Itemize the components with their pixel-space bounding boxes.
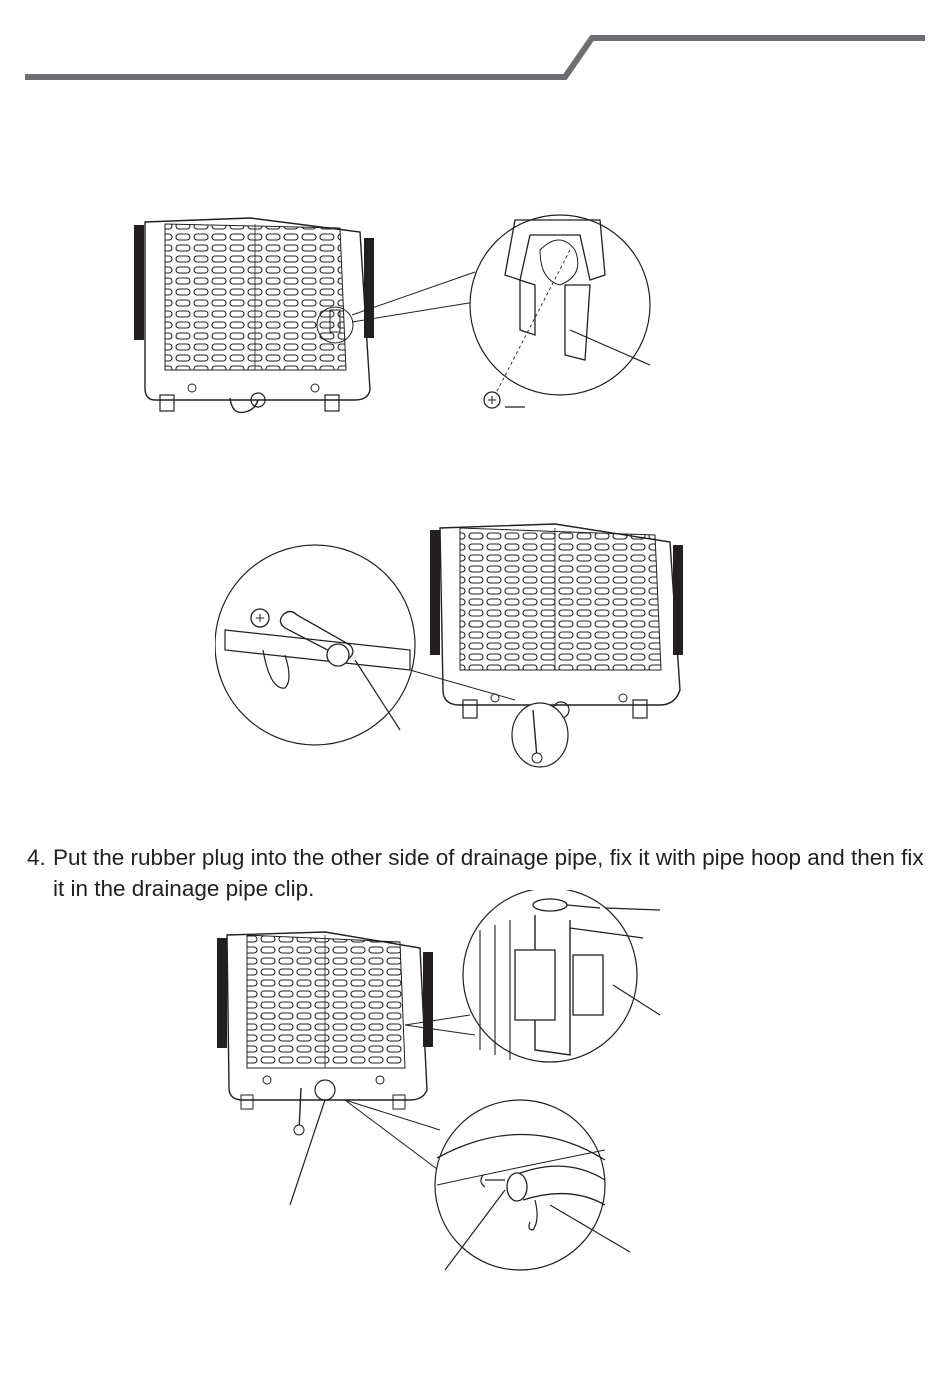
screw-icon [484, 392, 500, 408]
step-number: 4. [27, 845, 46, 870]
step-text: Put the rubber plug into the other side of drainage pipe, fix it with pipe hoop and then fix it in the drainage pipe clip. [53, 845, 924, 901]
pipe-clip-detail-icon [470, 215, 650, 395]
figure-drain-outlet [215, 520, 695, 770]
rubber-plug-detail-icon [435, 1100, 630, 1270]
dehumidifier-rear-icon [217, 932, 433, 1135]
figure-pipe-clip [120, 210, 660, 430]
dehumidifier-rear-icon [430, 524, 683, 718]
header-rule [0, 0, 950, 90]
pipe-hoop-detail-icon [463, 890, 660, 1062]
figure-pipe-hoop [205, 890, 675, 1280]
dehumidifier-rear-icon [134, 218, 374, 412]
drain-outlet-detail-icon [215, 545, 415, 745]
